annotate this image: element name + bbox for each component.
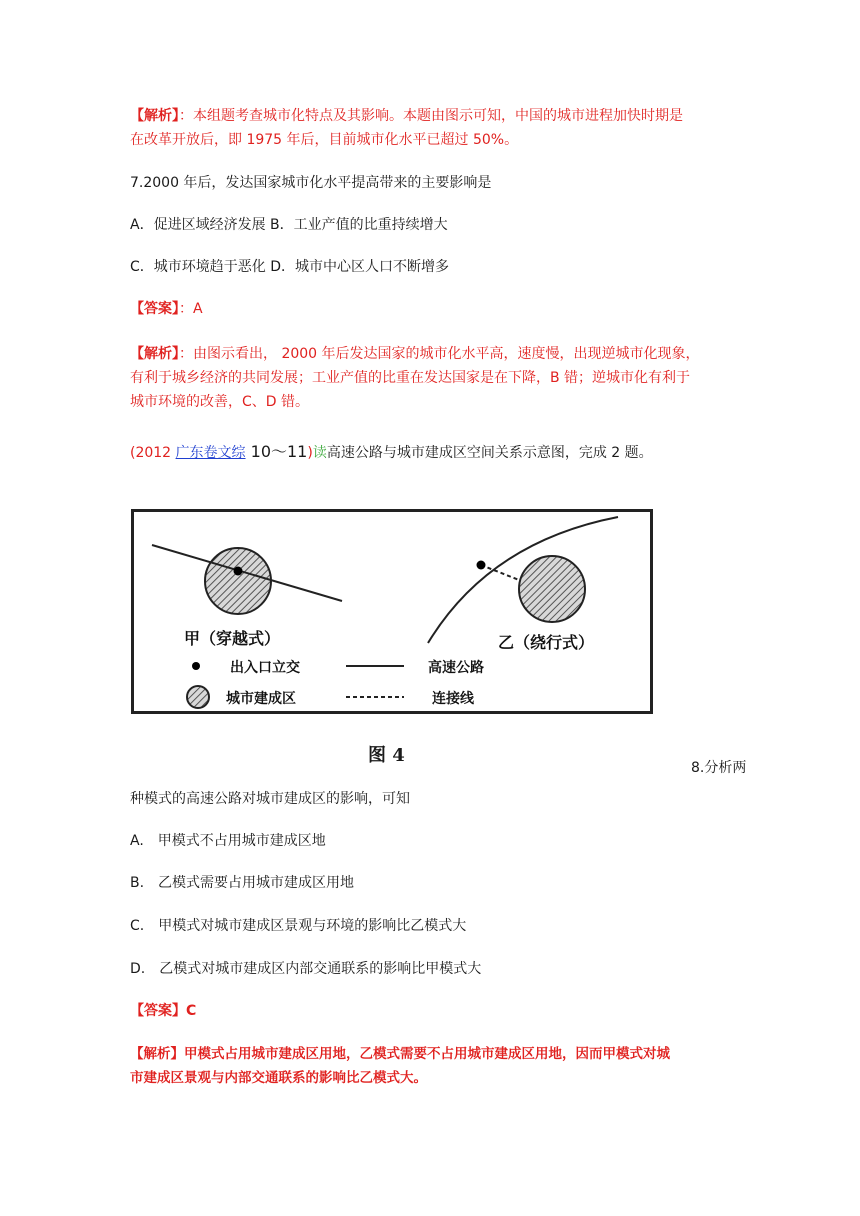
legend-interchange-icon xyxy=(192,662,200,670)
figure-4 xyxy=(131,509,653,714)
analysis-8-line-1: 【解析】甲模式占用城市建成区用地，乙模式需要不占用城市建成区用地，因而甲模式对城 xyxy=(130,1046,670,1062)
question-7-stem: 7.2000 年后，发达国家城市化水平提高带来的主要影响是 xyxy=(130,175,492,191)
built-up-area-right xyxy=(519,556,585,622)
interchange-left xyxy=(234,567,243,576)
figure-caption: 图 4 xyxy=(368,745,405,766)
legend-connector-label: 连接线 xyxy=(432,691,474,707)
figure-diagram xyxy=(134,512,650,711)
analysis-8-line-2: 市建成区景观与内部交通联系的影响比乙模式大。 xyxy=(130,1070,427,1086)
source-link[interactable]: 广东卷文综 xyxy=(175,445,246,461)
source-rest: 高速公路与城市建成区空间关系示意图，完成 2 题。 xyxy=(326,445,653,461)
analysis-text: ：本组题考查城市化特点及其影响。本题由图示可知，中国的城市进程加快时期是 xyxy=(179,108,683,124)
interchange-right xyxy=(477,561,486,570)
answer-tag: 【答案】 xyxy=(130,1003,186,1019)
built-up-area-left xyxy=(205,548,271,614)
label-bypass: 乙（绕行式） xyxy=(498,633,595,652)
source-year: (2012 xyxy=(130,445,176,461)
connector-right xyxy=(481,565,519,580)
analysis-text: ：由图示看出， 2000 年后发达国家的城市化水平高，速度慢，出现逆城市化现象， xyxy=(179,346,700,362)
label-crossing: 甲（穿越式） xyxy=(184,629,281,648)
source-line xyxy=(130,440,653,465)
question-8-option-d: D. 乙模式对城市建成区内部交通联系的影响比甲模式大 xyxy=(130,961,482,977)
answer-value: ：A xyxy=(179,301,203,317)
analysis-1-line-2: 在改革开放后，即 1975 年后，目前城市化水平已超过 50%。 xyxy=(130,132,519,148)
source-close: ) xyxy=(307,445,313,461)
analysis-7-line-3: 城市环境的改善，C、D 错。 xyxy=(130,394,310,410)
answer-8 xyxy=(130,999,196,1023)
answer-tag: 【答案】 xyxy=(130,301,179,317)
analysis-7-line-1 xyxy=(130,342,700,366)
legend-builtup-label: 城市建成区 xyxy=(226,691,296,707)
answer-value: C xyxy=(186,1003,197,1019)
question-7-options-cd: C．城市环境趋于恶化 D．城市中心区人口不断增多 xyxy=(130,259,450,275)
question-8-stem-start: 8.分析两 xyxy=(691,760,747,776)
analysis-tag: 【解析】 xyxy=(130,108,179,124)
legend-highway-label: 高速公路 xyxy=(428,660,484,676)
question-8-option-c: C. 甲模式对城市建成区景观与环境的影响比乙模式大 xyxy=(130,918,467,934)
source-range: 10～11 xyxy=(245,442,308,461)
question-8-option-b: B. 乙模式需要占用城市建成区用地 xyxy=(130,875,355,891)
question-7-options-ab: A．促进区域经济发展 B．工业产值的比重持续增大 xyxy=(130,217,448,233)
analysis-1-line-1 xyxy=(130,104,683,128)
question-8-stem-line-2: 种模式的高速公路对城市建成区的影响，可知 xyxy=(130,791,410,807)
answer-7 xyxy=(130,297,203,321)
source-read: 读 xyxy=(312,445,327,461)
analysis-7-line-2: 有利于城乡经济的共同发展；工业产值的比重在发达国家是在下降，B 错；逆城市化有利于 xyxy=(130,370,691,386)
question-8-option-a: A. 甲模式不占用城市建成区地 xyxy=(130,833,326,849)
analysis-tag: 【解析】 xyxy=(130,346,179,362)
legend-interchange-label: 出入口立交 xyxy=(230,660,300,676)
legend-builtup-icon xyxy=(187,686,209,708)
